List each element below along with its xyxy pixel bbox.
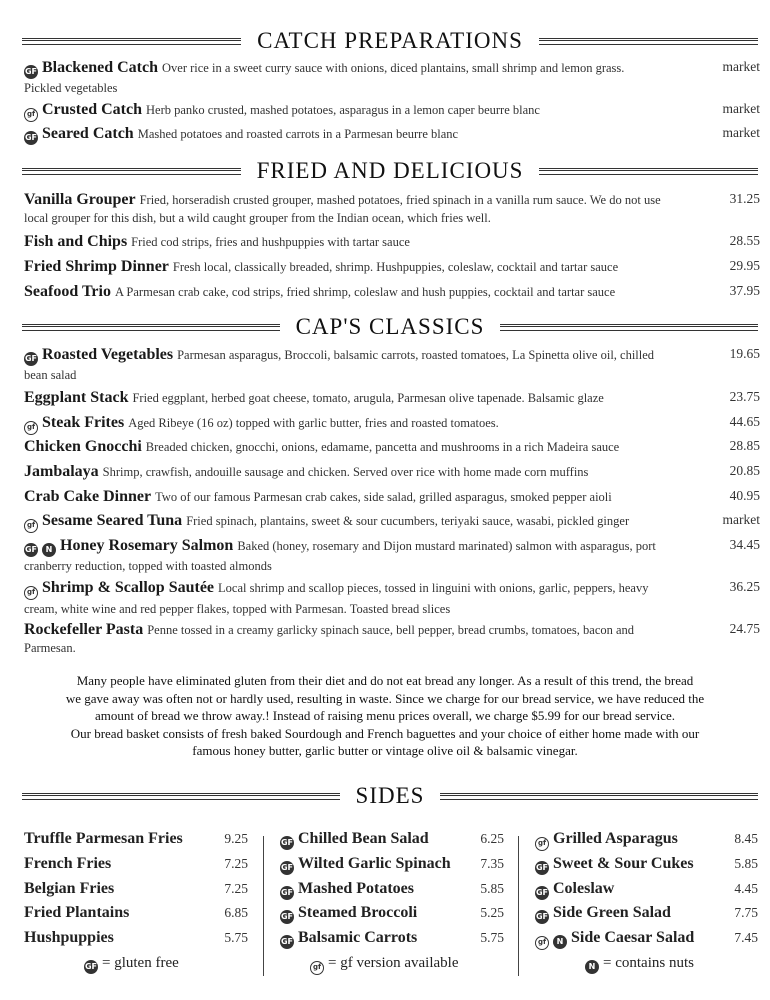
menu-item-body: [24, 59, 664, 97]
section-header-classics: [22, 310, 758, 344]
divider: [22, 324, 280, 331]
gf-version-icon: gf: [24, 421, 38, 435]
gluten-free-icon: GF: [84, 960, 98, 974]
divider: [22, 793, 340, 800]
note-line: famous honey butter, garlic butter or vintage olive oil & balsamic vinegar.: [192, 743, 578, 758]
gluten-free-icon: GF: [280, 886, 294, 900]
menu-item-name: Roasted Vegetables: [42, 346, 174, 363]
side-item-name: Sweet & Sour Cukes: [553, 854, 694, 872]
section-title: SIDES: [355, 783, 425, 808]
side-item-name: Fried Plantains: [24, 904, 130, 922]
menu-item-body: [24, 463, 664, 481]
sides-column-2: [280, 830, 504, 954]
gluten-free-icon: GF: [280, 935, 294, 949]
menu-item-name: Vanilla Grouper: [24, 191, 136, 208]
side-item: [24, 929, 248, 954]
menu-item-name: Blackened Catch: [42, 59, 158, 76]
section-header-sides: [22, 779, 758, 813]
menu-item-price: 29.95: [729, 258, 760, 273]
menu-item: [24, 438, 760, 456]
menu-item-price: 44.65: [729, 414, 760, 429]
menu-item-description: Over rice in a sweet curry sauce with onions, diced plantains, small shrimp and lemon grass. Pickled vegetables: [24, 61, 625, 95]
menu-item-price: 20.85: [729, 463, 760, 478]
side-item-name: Chilled Bean Salad: [298, 830, 429, 847]
menu-item: [24, 537, 760, 575]
side-item-price: 5.75: [224, 930, 248, 946]
divider: [22, 168, 241, 175]
legend-contains-nuts: [585, 955, 694, 974]
menu-item-name: Crusted Catch: [42, 101, 142, 118]
contains-nuts-icon: N: [553, 935, 567, 949]
menu-item-description: Local shrimp and scallop pieces, tossed in linguini with onions, garlic, peppers, heavy cream, white wine and red pepper flakes, topped with Parmesan. Toasted bread slices: [24, 581, 649, 616]
side-item-name: Balsamic Carrots: [298, 929, 418, 947]
menu-item-body: [24, 414, 664, 435]
side-item-name: Grilled Asparagus: [553, 830, 678, 847]
note-line: amount of bread we throw away.! Instead of raising menu prices overall, we charge $5.99 for our bread service.: [94, 708, 676, 723]
gluten-free-icon: GF: [24, 543, 38, 557]
menu-item-body: [24, 125, 664, 145]
menu-item: [24, 346, 760, 384]
side-item: [280, 929, 504, 954]
divider: [500, 324, 758, 331]
gf-version-icon: gf: [24, 586, 38, 600]
side-item-price: 6.25: [480, 831, 504, 846]
menu-item-name: Jambalaya: [24, 463, 99, 480]
menu-item: [24, 621, 760, 657]
menu-item-body: [24, 389, 664, 407]
sides-column-1: [24, 830, 248, 954]
menu-item-price: 28.55: [729, 233, 760, 248]
menu-item: [24, 233, 760, 251]
bread-service-note: [40, 672, 730, 760]
menu-item-body: [24, 101, 664, 122]
menu-item-body: [24, 512, 664, 533]
side-item-price: 5.75: [480, 930, 504, 946]
menu-item-description: Fried eggplant, herbed goat cheese, tomato, arugula, Parmesan olive tapenade. Balsamic glaze: [132, 391, 604, 405]
menu-item-body: [24, 621, 664, 657]
sides-column-3: [535, 830, 758, 954]
menu-item-name: Eggplant Stack: [24, 389, 129, 406]
gluten-free-icon: GF: [24, 131, 38, 145]
menu-item-price: 37.95: [729, 283, 760, 298]
side-item: [24, 904, 248, 929]
menu-item-name: Chicken Gnocchi: [24, 438, 142, 455]
menu-item-name: Fried Shrimp Dinner: [24, 258, 169, 275]
side-item-name: Hushpuppies: [24, 929, 114, 947]
menu-item-name: Steak Frites: [42, 414, 125, 431]
menu-item-description: Breaded chicken, gnocchi, onions, edamame, pancetta and mushrooms in a rich Madeira sauce: [145, 440, 620, 454]
section-title: FRIED AND DELICIOUS: [256, 158, 524, 183]
menu-item-price: 34.45: [729, 537, 760, 552]
side-item-name: Belgian Fries: [24, 879, 115, 897]
menu-item-description: Fresh local, classically breaded, shrimp. Hushpuppies, coleslaw, cocktail and tartar sauce: [172, 260, 619, 274]
menu-item: [24, 512, 760, 533]
contains-nuts-icon: N: [42, 543, 56, 557]
side-item-price: 5.85: [734, 855, 758, 871]
gf-version-icon: gf: [310, 961, 324, 975]
side-item-price: 6.85: [224, 905, 248, 921]
menu-item-description: Shrimp, crawfish, andouille sausage and chicken. Served over rice with home made corn muffins: [102, 465, 589, 479]
gf-version-icon: gf: [535, 837, 549, 851]
menu-item-description: Fried spinach, plantains, sweet & sour cucumbers, teriyaki sauce, wasabi, pickled ginger: [186, 514, 630, 528]
gluten-free-icon: GF: [280, 861, 294, 875]
menu-item-price: 24.75: [729, 621, 760, 636]
menu-item-body: [24, 233, 664, 251]
menu-item-name: Rockefeller Pasta: [24, 621, 144, 638]
side-item: [535, 904, 758, 929]
side-item-name: Mashed Potatoes: [298, 879, 414, 897]
menu-item-description: Baked (honey, rosemary and Dijon mustard marinated) salmon with asparagus, port cranberry reduction, topped with toasted almonds: [24, 539, 656, 573]
menu-item: [24, 389, 760, 407]
menu-item-price: market: [722, 101, 760, 116]
menu-item: [24, 579, 760, 618]
menu-item-price: market: [722, 59, 760, 74]
note-line: Many people have eliminated gluten from their diet and do not eat bread any longer. As a result of this trend, the bread: [76, 673, 694, 688]
menu-item-description: Parmesan asparagus, Broccoli, balsamic carrots, roasted tomatoes, La Spinetta olive oil, chilled bean salad: [24, 348, 655, 382]
menu-item-body: [24, 346, 664, 384]
menu-item-name: Seared Catch: [42, 125, 134, 142]
legend-label: = gf version available: [328, 955, 459, 971]
column-divider: [263, 836, 264, 976]
side-item-price: 7.45: [734, 930, 758, 946]
menu-item: [24, 463, 760, 481]
menu-item-name: Honey Rosemary Salmon: [60, 537, 234, 554]
menu-item-body: [24, 283, 664, 301]
menu-item-description: Aged Ribeye (16 oz) topped with garlic butter, fries and roasted tomatoes.: [128, 416, 499, 430]
menu-item-description: Herb panko crusted, mashed potatoes, asparagus in a lemon caper beurre blanc: [146, 103, 540, 117]
side-item-name: Side Green Salad: [553, 904, 671, 922]
menu-item-price: 40.95: [729, 488, 760, 503]
menu-item-body: [24, 438, 664, 456]
menu-item: [24, 59, 760, 97]
menu-item: [24, 283, 760, 301]
menu-item-body: [24, 537, 664, 575]
section-header-fried: [22, 154, 758, 188]
side-item-price: 5.85: [480, 880, 504, 896]
side-item-price: 7.25: [224, 880, 248, 896]
divider: [440, 793, 758, 800]
section-header-catch: [22, 24, 758, 58]
menu-item-body: [24, 191, 664, 227]
menu-item-name: Sesame Seared Tuna: [42, 512, 183, 529]
gluten-free-icon: GF: [535, 861, 549, 875]
legend-label: = gluten free: [102, 955, 179, 971]
menu-item-name: Shrimp & Scallop Sautée: [42, 579, 215, 596]
gluten-free-icon: GF: [24, 352, 38, 366]
side-item: [535, 830, 758, 855]
menu-item-price: market: [722, 125, 760, 140]
side-item: [535, 929, 758, 954]
side-item-price: 7.35: [480, 855, 504, 871]
section-title: CAP'S CLASSICS: [295, 314, 485, 339]
side-item-name: Side Caesar Salad: [571, 929, 695, 947]
side-item: [280, 880, 504, 905]
menu-item-price: 19.65: [729, 346, 760, 361]
menu-item: [24, 125, 760, 145]
side-item-name: Steamed Broccoli: [298, 904, 418, 922]
menu-item-description: Fried cod strips, fries and hushpuppies with tartar sauce: [131, 235, 410, 249]
gluten-free-icon: GF: [535, 886, 549, 900]
gf-version-icon: gf: [24, 519, 38, 533]
divider: [539, 38, 758, 45]
side-item: [24, 855, 248, 880]
side-item-name: French Fries: [24, 854, 112, 872]
note-line: we gave away was often not or hardly used, resulting in waste. Since we charge for our bread service, we have reduced the: [65, 690, 705, 706]
side-item-price: 5.25: [480, 905, 504, 921]
note-line: Our bread basket consists of fresh baked Sourdough and French baguettes and your choice of either home made with our: [70, 725, 700, 741]
side-item: [280, 904, 504, 929]
side-item-price: 8.45: [734, 831, 758, 846]
menu-item: [24, 101, 760, 122]
side-item: [24, 830, 248, 855]
menu-item-body: [24, 488, 664, 506]
contains-nuts-icon: N: [585, 960, 599, 974]
side-item: [24, 880, 248, 905]
side-item-price: 9.25: [224, 831, 248, 846]
divider: [539, 168, 758, 175]
gf-version-icon: gf: [24, 108, 38, 122]
menu-item-price: 28.85: [729, 438, 760, 453]
gluten-free-icon: GF: [280, 910, 294, 924]
menu-item-name: Fish and Chips: [24, 233, 128, 250]
column-divider: [518, 836, 519, 976]
menu-item: [24, 488, 760, 506]
menu-item: [24, 414, 760, 435]
side-item-price: 7.25: [224, 855, 248, 871]
side-item: [535, 855, 758, 880]
side-item-price: 7.75: [734, 905, 758, 921]
menu-item-price: market: [722, 512, 760, 527]
side-item: [535, 880, 758, 905]
menu-item-description: Mashed potatoes and roasted carrots in a Parmesan beurre blanc: [137, 127, 459, 141]
menu-item-price: 36.25: [729, 579, 760, 594]
side-item-name: Truffle Parmesan Fries: [24, 830, 183, 847]
menu-item-description: Fried, horseradish crusted grouper, mashed potatoes, fried spinach in a vanilla rum sauce. We do not use local grouper for this dish, but a wild caught grouper from the Indian ocean, which fries well.: [24, 193, 661, 225]
menu-item-body: [24, 258, 664, 276]
menu-item-name: Seafood Trio: [24, 283, 111, 300]
gluten-free-icon: GF: [280, 836, 294, 850]
menu-item: [24, 191, 760, 227]
legend-gluten-free: [84, 955, 179, 974]
menu-item-description: A Parmesan crab cake, cod strips, fried shrimp, coleslaw and hush puppies, cocktail and tartar sauce: [114, 285, 616, 299]
menu-item-price: 31.25: [729, 191, 760, 206]
section-title: CATCH PREPARATIONS: [257, 28, 523, 53]
menu-item-body: [24, 579, 664, 618]
side-item-price: 4.45: [734, 880, 758, 896]
side-item: [280, 855, 504, 880]
legend-gf-version: [310, 955, 459, 975]
menu-item: [24, 258, 760, 276]
gluten-free-icon: GF: [24, 65, 38, 79]
side-item-name: Coleslaw: [553, 879, 615, 897]
legend-label: = contains nuts: [603, 955, 694, 971]
side-item-name: Wilted Garlic Spinach: [298, 854, 451, 872]
menu-item-description: Penne tossed in a creamy garlicky spinach sauce, bell pepper, bread crumbs, tomatoes, bacon and Parmesan.: [24, 623, 635, 655]
menu-item-price: 23.75: [729, 389, 760, 404]
menu-item-description: Two of our famous Parmesan crab cakes, side salad, grilled asparagus, smoked pepper aioli: [155, 490, 612, 504]
side-item: [280, 830, 504, 855]
divider: [22, 38, 241, 45]
gluten-free-icon: GF: [535, 910, 549, 924]
gf-version-icon: gf: [535, 936, 549, 950]
menu-item-name: Crab Cake Dinner: [24, 488, 152, 505]
